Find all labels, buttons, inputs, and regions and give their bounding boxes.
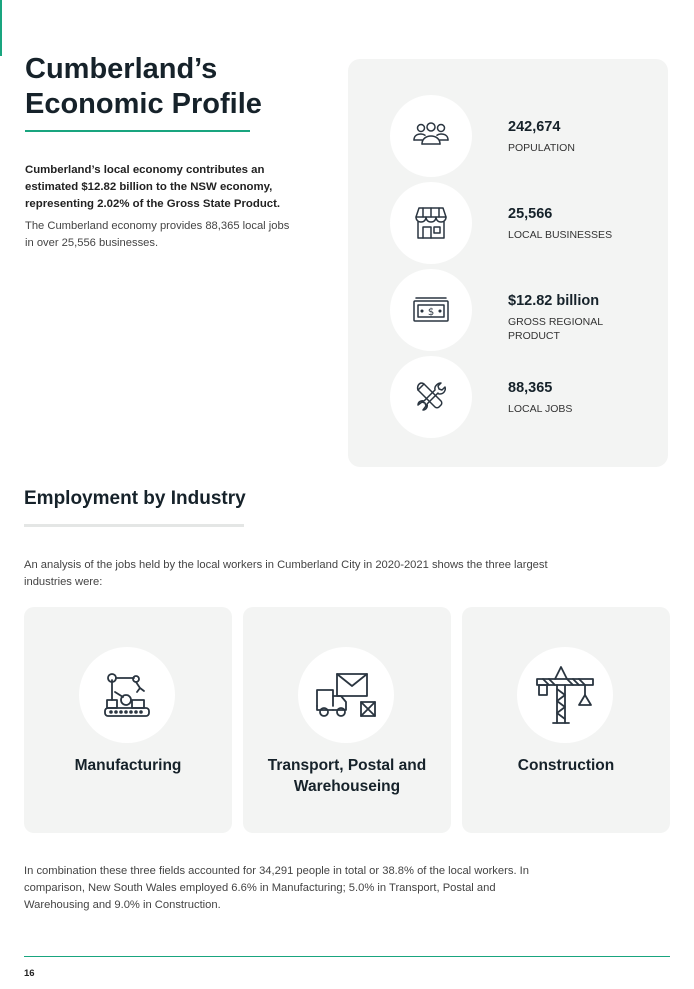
industry-card-construction [462, 607, 670, 833]
stat-label: GROSS REGIONAL PRODUCT [508, 316, 603, 342]
industry-icon-circle [79, 647, 175, 743]
industry-label: Construction [517, 757, 615, 774]
stat-label: LOCAL BUSINESSES [508, 229, 613, 241]
intro-paragraph: The Cumberland economy provides 88,365 local jobs in over 25,556 businesses. [25, 220, 290, 249]
employment-analysis: An analysis of the jobs held by the local workers in Cumberland City in 2020-2021 shows the three largest industries were: [24, 559, 548, 588]
stat-value: 242,674 [508, 119, 561, 135]
crane-icon [535, 665, 595, 725]
page-title-line-1: Cumberland’s [25, 53, 218, 85]
section-underline [24, 524, 244, 527]
page-number: 16 [24, 968, 35, 979]
footer-divider [24, 956, 670, 957]
stat-value: 25,566 [508, 206, 553, 222]
stat-gross-regional-product [390, 269, 660, 351]
money-icon [412, 295, 450, 325]
industry-cards [24, 607, 670, 833]
stat-value: 88,365 [508, 380, 553, 396]
industry-icon-circle [517, 647, 613, 743]
stat-population [390, 95, 660, 177]
stat-icon-circle [390, 356, 472, 438]
industry-icon-circle [298, 647, 394, 743]
svg-text:$: $ [427, 307, 435, 318]
stats-panel [348, 59, 668, 467]
shop-icon [414, 205, 448, 241]
corner-accent-bar [0, 0, 2, 56]
title-underline [25, 130, 250, 132]
robot-arm-icon [102, 670, 152, 720]
employment-summary: In combination these three fields accounted for 34,291 people in total or 38.8% of the local workers. In comparison, New South Wales employed 6.6% in Manufacturing; 5.0% in Transport, Postal and Warehousing and 9.0% in Construction. [24, 865, 529, 911]
stat-label: LOCAL JOBS [508, 403, 573, 415]
intro-highlight: Cumberland’s local economy contributes an estimated $12.82 billion to the NSW economy, representing 2.02% of the Gross State Product. [25, 164, 281, 210]
industry-label: Manufacturing [74, 757, 182, 774]
section-title-employment: Employment by Industry [24, 488, 246, 509]
industry-card-manufacturing [24, 607, 232, 833]
stat-icon-circle [390, 182, 472, 264]
industry-label: Transport, Postal and Warehouseing [267, 757, 427, 795]
stat-local-jobs [390, 356, 660, 438]
people-icon [411, 120, 451, 152]
tools-icon [413, 379, 449, 415]
page-title [25, 52, 325, 122]
stat-icon-circle [390, 95, 472, 177]
stat-value: $12.82 billion [508, 293, 600, 309]
industry-card-transport [243, 607, 451, 833]
delivery-truck-icon [315, 672, 377, 718]
stat-label: POPULATION [508, 142, 575, 154]
stat-local-businesses [390, 182, 660, 264]
page-title-line-2: Economic Profile [25, 88, 262, 120]
stat-icon-circle [390, 269, 472, 351]
